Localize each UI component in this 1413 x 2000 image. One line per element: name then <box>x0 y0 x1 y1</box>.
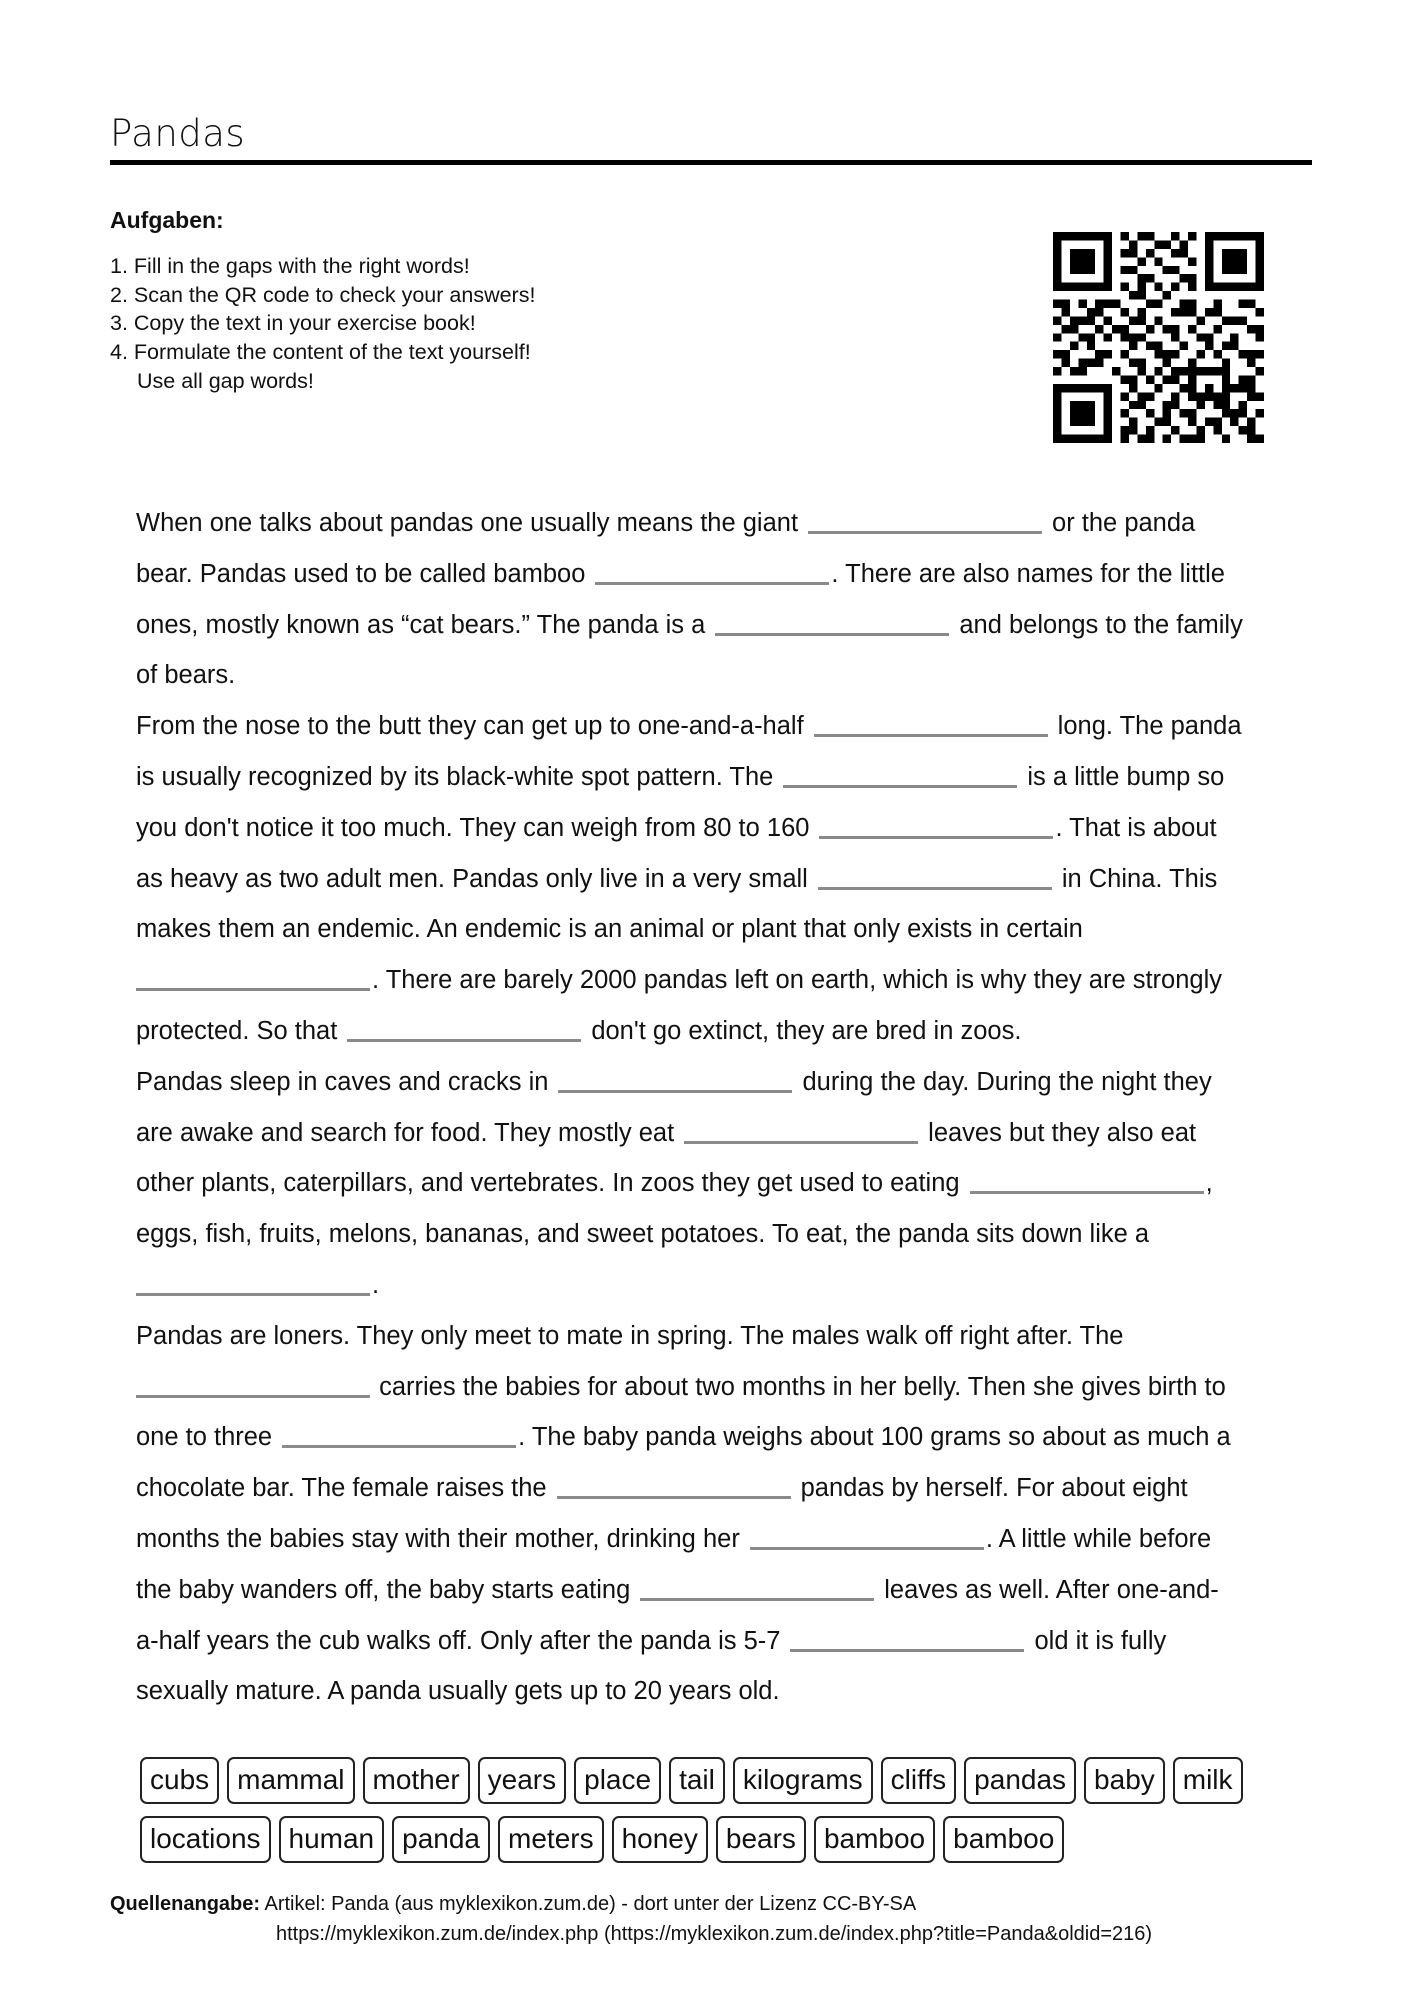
gap-input[interactable] <box>136 1375 370 1398</box>
text-fragment: pandas by herself. For about eight <box>800 1474 1188 1503</box>
gap-input[interactable] <box>783 765 1017 788</box>
text-fragment: ones, mostly known as “cat bears.” The panda is a <box>136 610 706 639</box>
text-line <box>136 1362 1316 1413</box>
word-chip[interactable]: honey <box>612 1816 708 1863</box>
text-fragment: Pandas are loners. They only meet to mate in spring. The males walk off right after. The <box>136 1321 1124 1350</box>
word-bank-row <box>140 1757 1290 1804</box>
text-line <box>136 1260 1316 1311</box>
text-line <box>136 752 1316 803</box>
source-url[interactable]: https://myklexikon.zum.de/index.php (https://myklexikon.zum.de/index.php?title=Panda&oldid=216) <box>276 1923 1153 1945</box>
text-fragment: and belongs to the family <box>959 610 1243 639</box>
text-line <box>136 701 1316 752</box>
gap-input[interactable] <box>557 1476 791 1499</box>
source-citation <box>110 1889 1152 1949</box>
word-chip[interactable]: baby <box>1084 1757 1165 1804</box>
text-fragment: . The baby panda weighs about 100 grams so about as much a <box>518 1423 1231 1452</box>
text-line <box>136 854 1316 905</box>
text-line <box>136 549 1316 600</box>
gap-input[interactable] <box>347 1019 581 1042</box>
word-bank-row <box>140 1816 1290 1863</box>
word-chip[interactable]: cliffs <box>881 1757 957 1804</box>
text-fragment: leaves but they also eat <box>928 1118 1197 1147</box>
word-chip[interactable]: meters <box>498 1816 604 1863</box>
source-label: Quellenangabe: <box>110 1893 261 1915</box>
text-line <box>136 1616 1316 1667</box>
word-chip[interactable]: mother <box>363 1757 470 1804</box>
gap-input[interactable] <box>282 1425 516 1448</box>
text-fragment: don't go extinct, they are bred in zoos. <box>591 1016 1022 1045</box>
word-chip[interactable]: locations <box>140 1816 271 1863</box>
text-fragment: From the nose to the butt they can get up to one-and-a-half <box>136 712 804 741</box>
text-fragment: one to three <box>136 1423 273 1452</box>
source-text: Artikel: Panda (aus myklexikon.zum.de) - dort unter der Lizenz CC-BY-SA <box>264 1893 917 1915</box>
text-line <box>136 1158 1316 1209</box>
text-line <box>136 498 1316 549</box>
text-line <box>136 1666 1316 1717</box>
word-chip[interactable]: panda <box>392 1816 490 1863</box>
text-line <box>136 803 1316 854</box>
text-line <box>136 1463 1316 1514</box>
text-line <box>136 1565 1316 1616</box>
text-line <box>136 904 1316 955</box>
gap-input[interactable] <box>814 714 1048 737</box>
text-fragment: during the day. During the night they <box>802 1067 1212 1096</box>
text-line <box>136 955 1316 1006</box>
gap-input[interactable] <box>684 1121 918 1144</box>
gap-input[interactable] <box>819 816 1053 839</box>
task-item: 3. Copy the text in your exercise book! <box>110 311 476 336</box>
text-fragment: . <box>372 1270 380 1299</box>
text-fragment: the baby wanders off, the baby starts eating <box>136 1575 631 1604</box>
gap-input[interactable] <box>750 1527 984 1550</box>
text-line <box>136 1108 1316 1159</box>
text-fragment: . There are also names for the little <box>831 559 1225 588</box>
word-chip[interactable]: mammal <box>227 1757 354 1804</box>
task-item: Use all gap words! <box>137 368 314 393</box>
gap-input[interactable] <box>970 1171 1204 1194</box>
text-fragment: carries the babies for about two months in her belly. Then she gives birth to <box>379 1372 1226 1401</box>
text-fragment: is a little bump so <box>1027 762 1225 791</box>
text-fragment: is usually recognized by its black-white spot pattern. The <box>136 762 774 791</box>
text-fragment: you don't notice it too much. They can weigh from 80 to 160 <box>136 813 810 842</box>
text-line <box>136 1057 1316 1108</box>
gap-input[interactable] <box>640 1578 874 1601</box>
text-fragment: , <box>1205 1169 1213 1198</box>
gap-input[interactable] <box>715 613 949 636</box>
word-chip[interactable]: place <box>574 1757 661 1804</box>
text-fragment: old it is fully <box>1034 1626 1167 1655</box>
text-fragment: . There are barely 2000 pandas left on earth, which is why they are strongly <box>372 966 1223 995</box>
text-fragment: months the babies stay with their mother, drinking her <box>136 1524 740 1553</box>
text-fragment: protected. So that <box>136 1016 338 1045</box>
word-bank <box>140 1757 1290 1875</box>
gap-input[interactable] <box>790 1629 1024 1652</box>
word-chip[interactable]: bamboo <box>814 1816 935 1863</box>
word-chip[interactable]: cubs <box>140 1757 219 1804</box>
text-fragment: chocolate bar. The female raises the <box>136 1474 547 1503</box>
task-item: 2. Scan the QR code to check your answers! <box>110 282 536 307</box>
word-chip[interactable]: pandas <box>964 1757 1076 1804</box>
gap-input[interactable] <box>558 1070 792 1093</box>
text-fragment: When one talks about pandas one usually means the giant <box>136 509 799 537</box>
text-line <box>136 1514 1316 1565</box>
text-fragment: in China. This <box>1061 864 1218 893</box>
text-fragment: or the panda <box>1052 509 1196 537</box>
text-line <box>136 650 1316 701</box>
text-fragment: Pandas sleep in caves and cracks in <box>136 1067 549 1096</box>
text-fragment: long. The panda <box>1057 712 1242 741</box>
text-fragment: are awake and search for food. They mostly eat <box>136 1118 675 1147</box>
text-fragment: of bears. <box>136 661 236 690</box>
text-line <box>136 1006 1316 1057</box>
text-line <box>136 1412 1316 1463</box>
task-item: 1. Fill in the gaps with the right words! <box>110 254 470 278</box>
text-fragment: . A little while before <box>985 1524 1212 1553</box>
word-chip[interactable]: years <box>478 1757 566 1804</box>
text-line <box>136 1311 1316 1362</box>
page-title: Pandas <box>110 112 246 155</box>
gap-input[interactable] <box>136 1273 370 1296</box>
text-line <box>136 1209 1316 1260</box>
text-fragment: eggs, fish, fruits, melons, bananas, and sweet potatoes. To eat, the panda sits down like a <box>136 1220 1150 1249</box>
text-fragment: other plants, caterpillars, and vertebrates. In zoos they get used to eating <box>136 1169 960 1198</box>
gap-input[interactable] <box>818 867 1052 890</box>
text-fragment: leaves as well. After one-and- <box>884 1575 1219 1604</box>
text-fragment: bear. Pandas used to be called bamboo <box>136 559 586 588</box>
word-chip[interactable]: bamboo <box>943 1816 1064 1863</box>
text-fragment: sexually mature. A panda usually gets up to 20 years old. <box>136 1677 780 1706</box>
text-fragment: as heavy as two adult men. Pandas only live in a very small <box>136 864 808 893</box>
task-list <box>110 252 535 396</box>
text-line <box>136 600 1316 651</box>
gap-input[interactable] <box>808 511 1042 534</box>
text-fragment: a-half years the cub walks off. Only after the panda is 5-7 <box>136 1626 781 1655</box>
cloze-text <box>136 498 1316 1717</box>
text-fragment: makes them an endemic. An endemic is an animal or plant that only exists in certain <box>136 915 1083 944</box>
text-fragment: . That is about <box>1055 813 1217 842</box>
qr-code-icon[interactable] <box>1053 232 1264 443</box>
task-item: 4. Formulate the content of the text yourself! <box>110 340 531 365</box>
gap-input[interactable] <box>136 968 370 991</box>
title-rule <box>110 160 1312 165</box>
gap-input[interactable] <box>595 562 829 585</box>
tasks-heading: Aufgaben: <box>110 207 224 233</box>
word-chip[interactable]: human <box>279 1816 385 1863</box>
word-chip[interactable]: milk <box>1173 1757 1243 1804</box>
word-chip[interactable]: kilograms <box>733 1757 873 1804</box>
word-chip[interactable]: bears <box>716 1816 806 1863</box>
word-chip[interactable]: tail <box>669 1757 725 1804</box>
